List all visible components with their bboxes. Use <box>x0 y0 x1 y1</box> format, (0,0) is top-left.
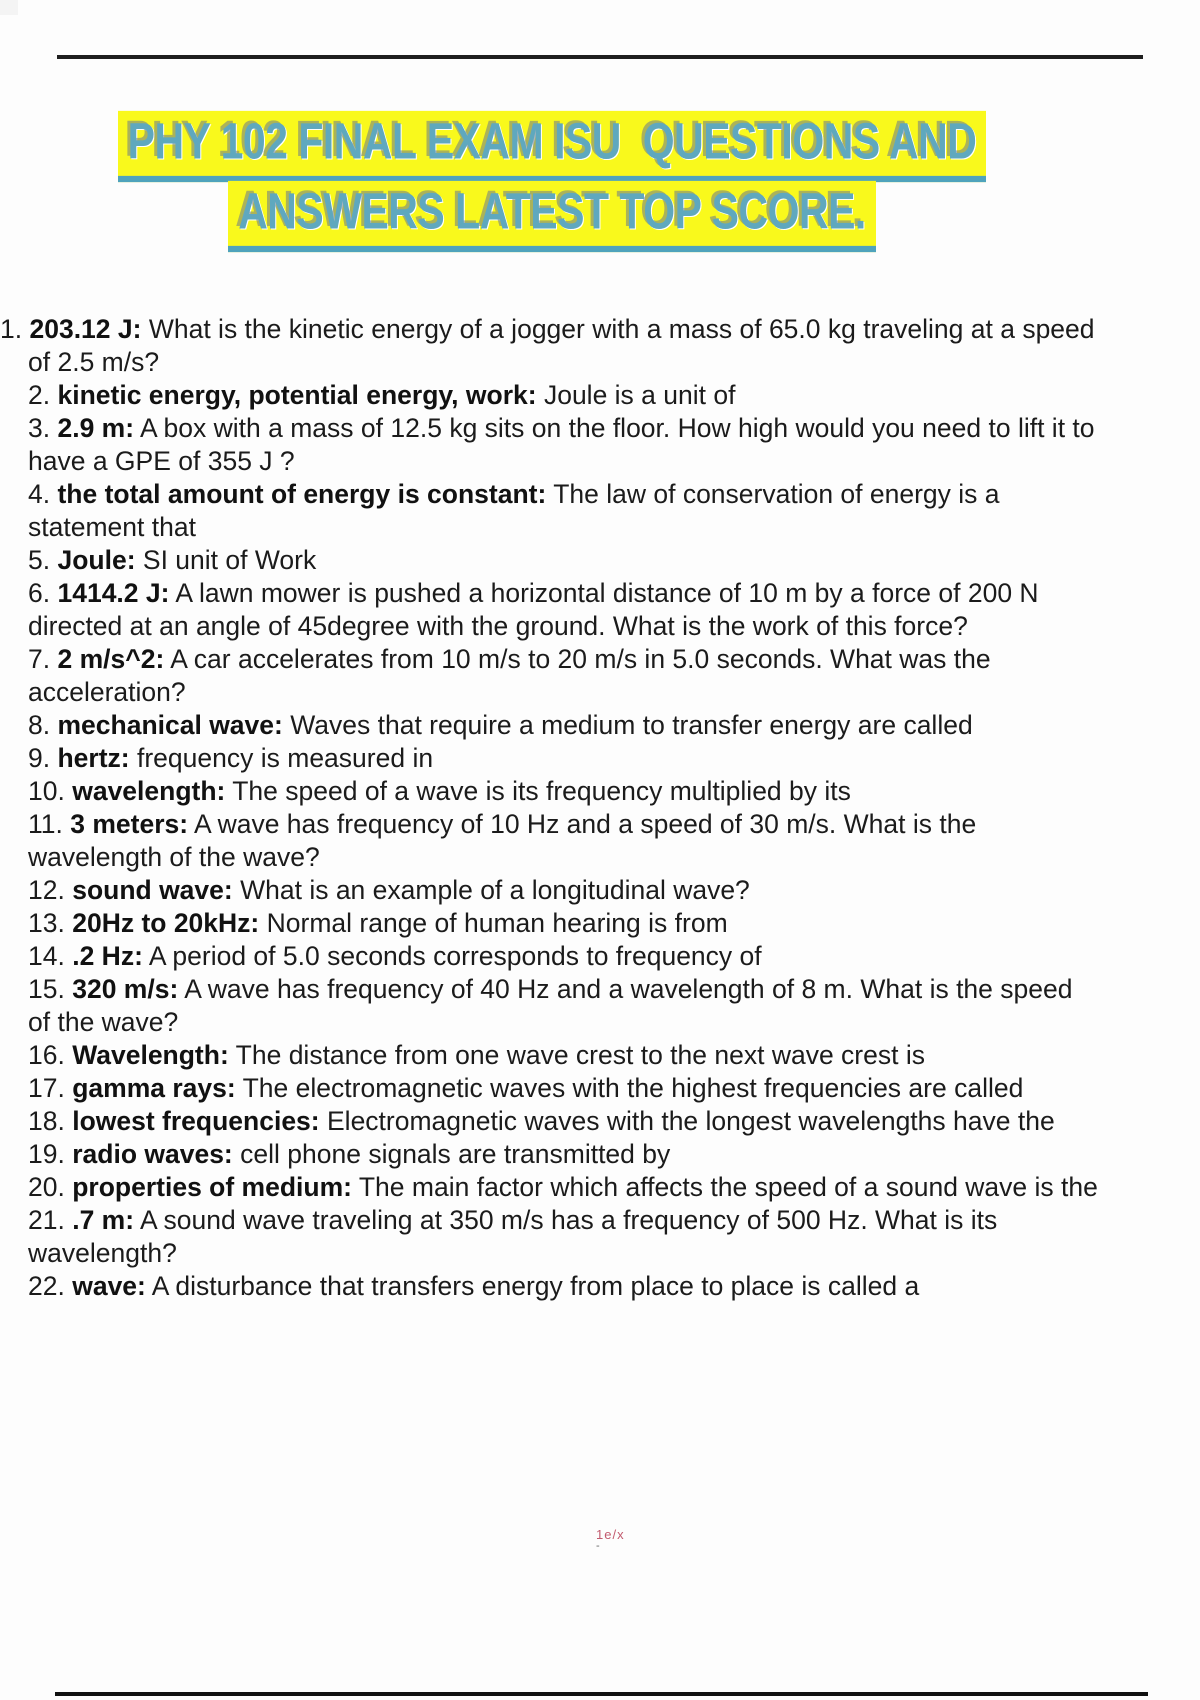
qa-answer: mechanical wave: <box>57 710 283 740</box>
qa-question: A car accelerates from 10 m/s to 20 m/s in 5.0 seconds. What was the acceleration? <box>28 644 991 707</box>
qa-number: 4. <box>28 479 51 509</box>
qa-item <box>28 577 1100 643</box>
qa-item <box>28 412 1100 478</box>
qa-question: A lawn mower is pushed a horizontal distance of 10 m by a force of 200 N directed at an angle of 45degree with the ground. What is the work of this force? <box>28 578 1039 641</box>
qa-answer: wave: <box>72 1271 146 1301</box>
title-row-1 <box>0 111 1104 181</box>
qa-question: Joule is a unit of <box>543 380 736 410</box>
qa-item <box>28 544 1100 577</box>
qa-answer: Joule: <box>57 545 136 575</box>
qa-answer: 2.9 m: <box>57 413 135 443</box>
qa-answer: hertz: <box>57 743 130 773</box>
qa-question: A wave has frequency of 40 Hz and a wavelength of 8 m. What is the speed of the wave? <box>28 974 1073 1037</box>
qa-question: The distance from one wave crest to the next wave crest is <box>235 1040 925 1070</box>
qa-item <box>28 808 1100 874</box>
qa-answer: 2 m/s^2: <box>57 644 165 674</box>
qa-question: A sound wave traveling at 350 m/s has a frequency of 500 Hz. What is its wavelength? <box>28 1205 998 1268</box>
qa-item <box>28 940 1100 973</box>
qa-item <box>28 1204 1100 1270</box>
qa-number: 3. <box>28 413 51 443</box>
qa-answer: .7 m: <box>72 1205 135 1235</box>
qa-number: 14. <box>28 941 65 971</box>
qa-item <box>28 1039 1100 1072</box>
qa-item <box>28 973 1100 1039</box>
qa-question: cell phone signals are transmitted by <box>240 1139 671 1169</box>
qa-number: 15. <box>28 974 65 1004</box>
qa-item <box>28 1270 1100 1303</box>
qa-number: 12. <box>28 875 65 905</box>
qa-answer: 3 meters: <box>70 809 189 839</box>
qa-item <box>28 1138 1100 1171</box>
qa-item <box>28 709 1100 742</box>
qa-number: 11. <box>28 809 63 839</box>
qa-answer: wavelength: <box>72 776 226 806</box>
qa-item <box>0 313 1100 379</box>
qa-list <box>0 313 1100 1303</box>
qa-number: 6. <box>28 578 51 608</box>
qa-question: What is the kinetic energy of a jogger with a mass of 65.0 kg traveling at a speed of 2.5 m/s? <box>28 314 1095 377</box>
qa-number: 20. <box>28 1172 65 1202</box>
qa-number: 19. <box>28 1139 65 1169</box>
qa-answer: radio waves: <box>72 1139 233 1169</box>
qa-question: A period of 5.0 seconds corresponds to frequency of <box>148 941 762 971</box>
qa-answer: kinetic energy, potential energy, work: <box>57 380 537 410</box>
qa-question: Normal range of human hearing is from <box>266 908 728 938</box>
qa-question: The speed of a wave is its frequency multiplied by its <box>232 776 851 806</box>
qa-item <box>28 1105 1100 1138</box>
qa-answer: 20Hz to 20kHz: <box>72 908 260 938</box>
qa-question: A wave has frequency of 10 Hz and a speed of 30 m/s. What is the wavelength of the wave? <box>28 809 977 872</box>
qa-question: The electromagnetic waves with the highest frequencies are called <box>242 1073 1024 1103</box>
qa-question: A disturbance that transfers energy from place to place is called a <box>151 1271 920 1301</box>
qa-number: 13. <box>28 908 65 938</box>
qa-number: 22. <box>28 1271 65 1301</box>
title-line-1: PHY 102 FINAL EXAM ISU QUESTIONS AND <box>118 110 987 181</box>
qa-question: The main factor which affects the speed of a sound wave is the <box>358 1172 1098 1202</box>
qa-answer: 320 m/s: <box>72 974 179 1004</box>
qa-item <box>28 907 1100 940</box>
qa-item <box>28 1072 1100 1105</box>
qa-question: What is an example of a longitudinal wave? <box>240 875 750 905</box>
qa-number: 2. <box>28 380 51 410</box>
qa-item <box>28 742 1100 775</box>
qa-question: The law of conservation of energy is a statement that <box>28 479 1000 542</box>
qa-number: 16. <box>28 1040 65 1070</box>
qa-question: A box with a mass of 12.5 kg sits on the floor. How high would you need to lift it to have a GPE of 355 J ? <box>28 413 1095 476</box>
qa-question: frequency is measured in <box>137 743 434 773</box>
footer-dash: - <box>596 1540 600 1552</box>
qa-number: 1. <box>0 314 23 344</box>
footer-mark-text: 1e/x <box>596 1527 625 1542</box>
qa-answer: sound wave: <box>72 875 233 905</box>
qa-item <box>28 874 1100 907</box>
page-title <box>0 111 1104 251</box>
qa-answer: Wavelength: <box>72 1040 229 1070</box>
qa-number: 7. <box>28 644 51 674</box>
qa-answer: lowest frequencies: <box>72 1106 320 1136</box>
qa-answer: 203.12 J: <box>29 314 142 344</box>
qa-item <box>28 379 1100 412</box>
qa-answer: properties of medium: <box>72 1172 352 1202</box>
qa-number: 17. <box>28 1073 65 1103</box>
qa-item <box>28 775 1100 808</box>
qa-number: 8. <box>28 710 51 740</box>
page-footer-mark <box>596 1528 625 1551</box>
qa-question: Electromagnetic waves with the longest wavelengths have the <box>327 1106 1055 1136</box>
qa-answer: 1414.2 J: <box>57 578 170 608</box>
title-line-2: ANSWERS LATEST TOP SCORE. <box>228 180 876 251</box>
qa-item <box>28 478 1100 544</box>
bottom-rule <box>55 1692 1148 1696</box>
qa-question: Waves that require a medium to transfer energy are called <box>290 710 973 740</box>
qa-item <box>28 1171 1100 1204</box>
qa-answer: the total amount of energy is constant: <box>57 479 547 509</box>
qa-number: 18. <box>28 1106 65 1136</box>
qa-item <box>28 643 1100 709</box>
qa-number: 5. <box>28 545 51 575</box>
qa-question: SI unit of Work <box>142 545 317 575</box>
qa-number: 9. <box>28 743 51 773</box>
qa-answer: gamma rays: <box>72 1073 236 1103</box>
qa-number: 10. <box>28 776 65 806</box>
qa-number: 21. <box>28 1205 65 1235</box>
qa-answer: .2 Hz: <box>72 941 143 971</box>
title-row-2 <box>0 181 1104 251</box>
